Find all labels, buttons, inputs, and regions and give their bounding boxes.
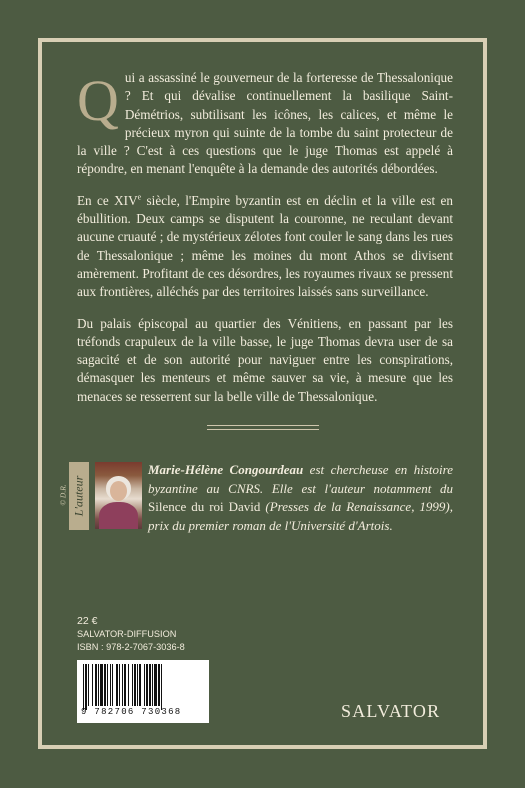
photo-credit: © D.R.: [58, 484, 68, 506]
price: 22 €: [77, 615, 98, 627]
isbn: ISBN : 978-2-7067-3036-8: [77, 642, 185, 652]
book-title: Silence du roi David: [148, 499, 261, 514]
price-block: [77, 615, 185, 654]
drop-cap: Q: [77, 68, 119, 133]
author-tag: L'auteur: [69, 462, 89, 530]
author-photo: [95, 462, 142, 529]
publisher-logo: SALVATOR: [341, 701, 441, 721]
barcode-bars: [83, 664, 203, 710]
paragraph-1: [77, 69, 453, 179]
barcode-digits: 9 782706 730368: [81, 707, 182, 717]
author-name: Marie-Hélène Congourdeau: [148, 462, 304, 477]
paragraph-1-text: ui a assassiné le gouverneur de la forteresse de Thessalonique ? Et qui dévalise continuellement la basilique Saint-Démétrios, subtilisant les icônes, les calices, et même le précieux myron qui suinte de la tombe du saint protecteur de la ville ? C'est à ces questions que le juge Thomas est appelé à répondre, en menant l'enquête à la demande des autorités débordées.: [77, 70, 453, 177]
back-cover-description: [77, 69, 453, 419]
century-superscript: e: [137, 192, 142, 202]
paragraph-3: Du palais épiscopal au quartier des Vénitiens, en passant par les tréfonds crapuleux de la ville basse, le juge Thomas devra user de sa sagacité et de son autorité pour naviguer entre les conspirations, démasquer les menteurs et même sauver sa vie, à mesure que les menaces se resserrent sur la belle ville de Thessalonique.: [77, 315, 453, 404]
barcode: [77, 660, 209, 723]
paragraph-2: En ce XIVe siècle, l'Empire byzantin est en déclin et la ville est en ébullition. Deux camps se disputent la couronne, ne reculant devant aucune cruauté ; de mystérieux zélotes font couler le sang dans les rues de Thessalonique ; même les moines du mont Athos se divisent amèrement. Profitant de ces désordres, les royaumes rivaux se pressent aux frontières, alléchés par des territoires laissés sans surveillance.: [77, 192, 454, 300]
distributor: SALVATOR-DIFFUSION: [77, 629, 177, 639]
ornamental-divider: [207, 425, 319, 430]
author-bio: Marie-Hélène Congourdeau est chercheuse en histoire byzantine au CNRS. Elle est l'auteur notamment du Silence du roi David (Presses de la Renaissance, 1999), prix du premier roman de l'Université d'Artois.: [148, 462, 453, 533]
